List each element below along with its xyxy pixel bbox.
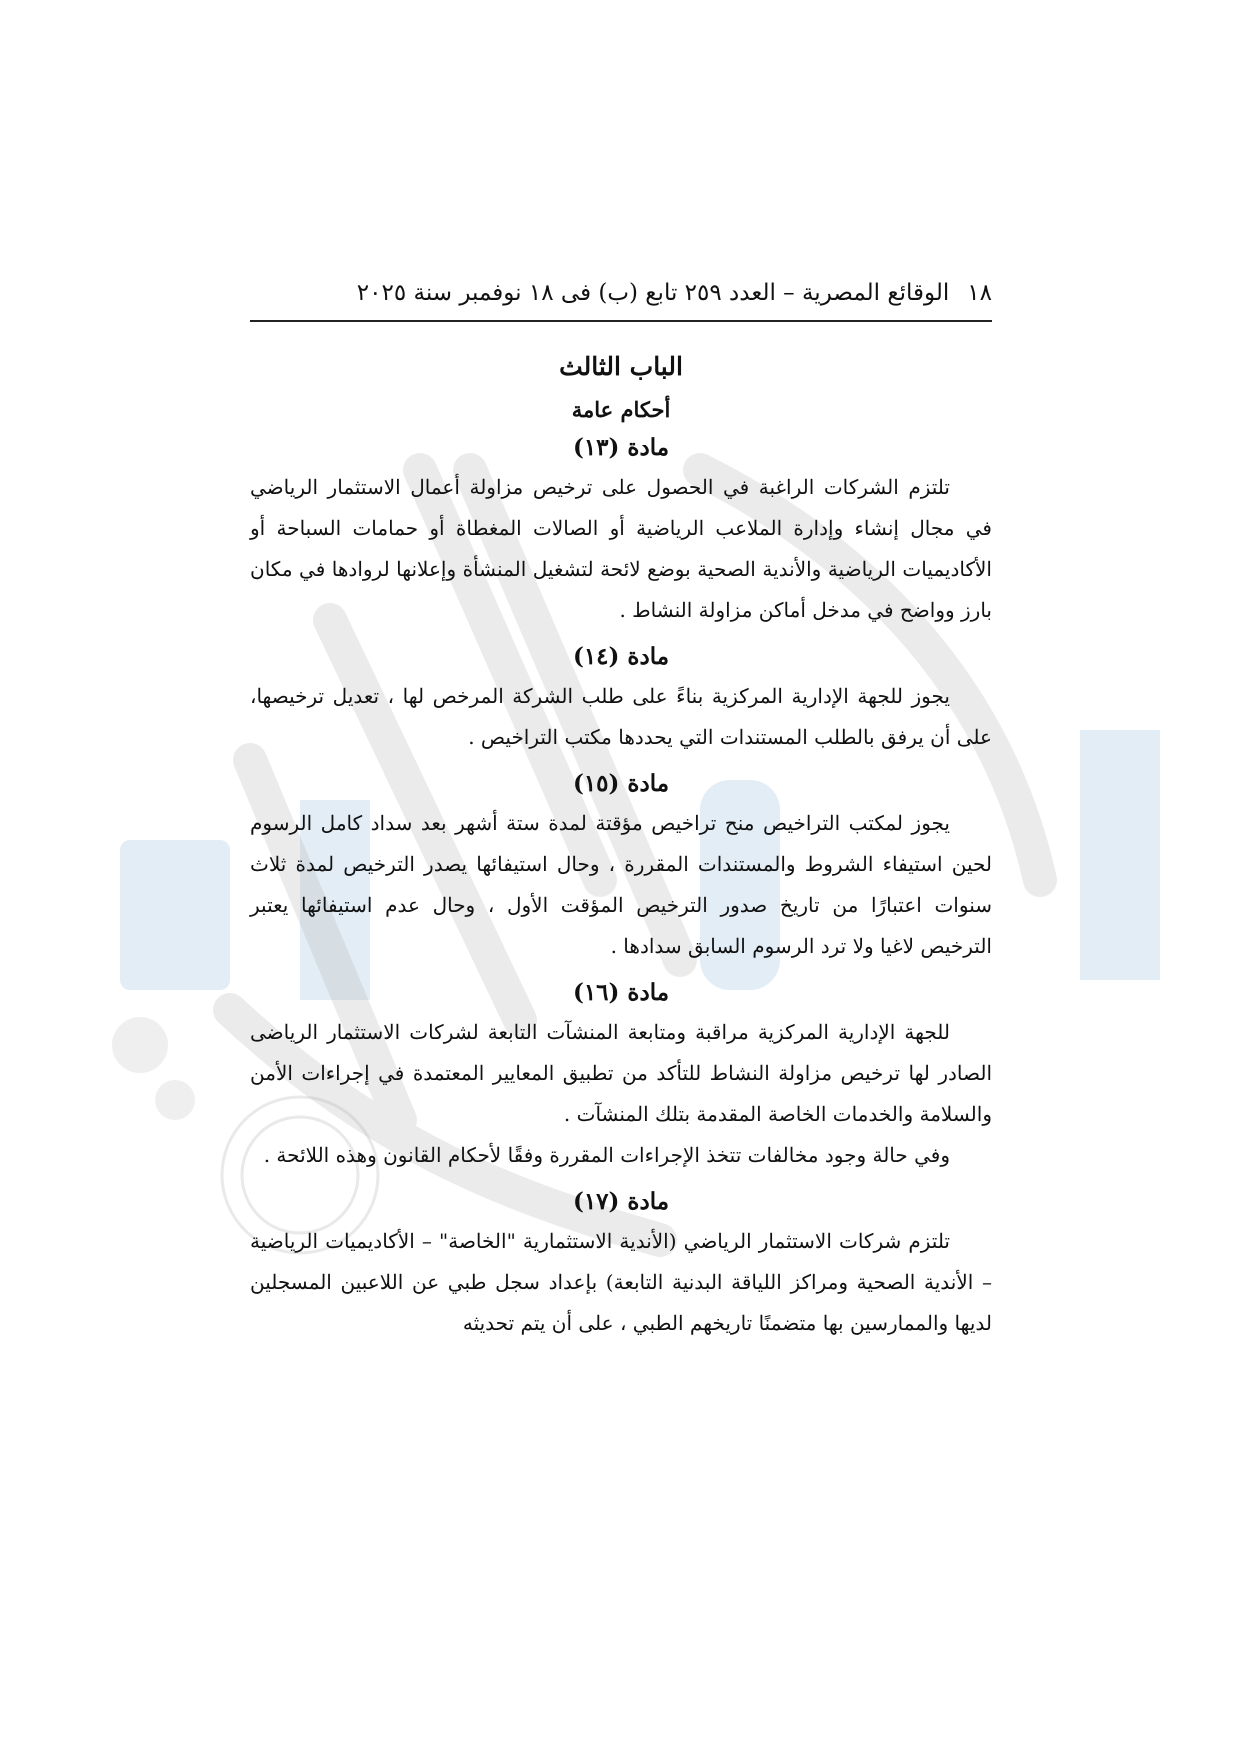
article-paragraph: تلتزم شركات الاستثمار الرياضي (الأندية الاستثمارية "الخاصة" – الأكاديميات الرياضية – الأندية الصحية ومراكز اللياقة البدنية التابعة) بإعداد سجل طبي عن اللاعبين المسجلين لديها والممارسين بها متضمنًا تاريخهم الطبي ، على أن يتم تحديثه	[250, 1229, 992, 1335]
article-14	[250, 643, 992, 758]
document-page	[250, 280, 992, 1344]
article-heading: مادة (١٥)	[572, 770, 670, 797]
article-heading: مادة (١٣)	[572, 434, 670, 461]
article-heading: مادة (١٤)	[572, 643, 670, 670]
article-heading: مادة (١٧)	[572, 1188, 670, 1215]
article-paragraph: تلتزم الشركات الراغبة في الحصول على ترخيص مزاولة أعمال الاستثمار الرياضي في مجال إنشاء وإدارة الملاعب الرياضية أو الصالات المغطاة أو حمامات السباحة أو الأكاديميات الرياضية والأندية الصحية بوضع لائحة لتشغيل المنشأة وإعلانها لروادها في مكان بارز وواضح في مدخل أماكن مزاولة النشاط .	[250, 475, 992, 622]
running-title: الوقائع المصرية – العدد ٢٥٩ تابع (ب) فى ١٨ نوفمبر سنة ٢٠٢٥	[356, 280, 950, 306]
article-heading: مادة (١٦)	[572, 979, 670, 1006]
article-paragraph: يجوز للجهة الإدارية المركزية بناءً على طلب الشركة المرخص لها ، تعديل ترخيصها، على أن يرفق بالطلب المستندات التي يحددها مكتب التراخيص .	[250, 684, 992, 749]
page-number: ١٨	[967, 280, 992, 306]
page-header	[250, 280, 992, 322]
article-15	[250, 770, 992, 967]
article-16	[250, 979, 992, 1176]
chapter-subtitle: أحكام عامة	[571, 397, 671, 422]
watermark-dots	[112, 1017, 195, 1120]
article-paragraph: يجوز لمكتب التراخيص منح تراخيص مؤقتة لمدة ستة أشهر بعد سداد كامل الرسوم لحين استيفاء الشروط والمستندات المقررة ، وحال استيفائها يصدر الترخيص لمدة ثلاث سنوات اعتبارًا من تاريخ صدور الترخيص المؤقت الأول ، وحال عدم استيفائها يعتبر الترخيص لاغيا ولا ترد الرسوم السابق سدادها .	[250, 811, 992, 958]
article-paragraph: للجهة الإدارية المركزية مراقبة ومتابعة المنشآت التابعة لشركات الاستثمار الرياضى الصادر لها ترخيص مزاولة النشاط للتأكد من تطبيق المعايير المعتمدة في إجراءات الأمن والسلامة والخدمات الخاصة المقدمة بتلك المنشآت .	[250, 1020, 992, 1126]
article-13	[250, 434, 992, 631]
article-17	[250, 1188, 992, 1344]
chapter-title: الباب الثالث	[559, 352, 683, 381]
article-paragraph: وفي حالة وجود مخالفات تتخذ الإجراءات المقررة وفقًا لأحكام القانون وهذه اللائحة .	[263, 1143, 950, 1167]
